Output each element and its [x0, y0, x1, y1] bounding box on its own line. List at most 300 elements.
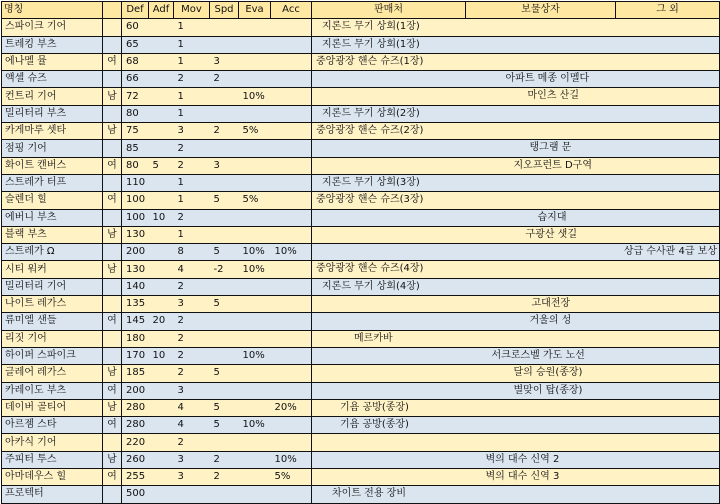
item-acc — [271, 71, 312, 88]
item-adf — [149, 192, 174, 209]
item-spd: 5 — [210, 192, 239, 209]
item-seller-cell — [312, 105, 466, 122]
item-seller-cell — [312, 486, 466, 503]
item-mov: 1 — [174, 19, 210, 36]
item-eva — [239, 278, 271, 295]
table-row — [2, 88, 720, 105]
table-row — [2, 209, 720, 226]
item-def: 280 — [122, 417, 149, 434]
item-seller: 중앙광장 핸슨 슈즈(1장) — [316, 55, 424, 67]
item-spd — [210, 330, 239, 347]
item-eva — [239, 19, 271, 36]
item-def: 220 — [122, 434, 149, 451]
item-chest: 구광산 샛길 — [525, 228, 577, 240]
item-adf — [149, 417, 174, 434]
item-chest-cell — [466, 244, 616, 261]
item-spd — [210, 140, 239, 157]
item-spd: 2 — [210, 469, 239, 486]
item-seller-cell — [312, 278, 466, 295]
item-eva — [239, 399, 271, 416]
item-spd — [210, 88, 239, 105]
item-seller-cell — [312, 347, 466, 364]
item-chest-cell — [466, 53, 616, 70]
item-seller-cell — [312, 226, 466, 243]
item-mov — [174, 486, 210, 503]
item-adf — [149, 174, 174, 191]
item-mov: 8 — [174, 244, 210, 261]
item-chest-cell — [466, 209, 616, 226]
item-mov: 3 — [174, 469, 210, 486]
item-chest-cell — [466, 347, 616, 364]
item-eva — [239, 451, 271, 468]
item-adf — [149, 36, 174, 53]
item-chest-cell — [466, 382, 616, 399]
item-seller-cell — [312, 365, 466, 382]
item-chest: 달의 승원(종장) — [513, 367, 583, 379]
item-chest-cell — [466, 330, 616, 347]
item-spd — [210, 347, 239, 364]
item-seller: 지론드 무기 상회(1장) — [322, 38, 420, 50]
item-def: 80 — [122, 157, 149, 174]
item-adf: 20 — [149, 313, 174, 330]
item-name: 에버니 부츠 — [2, 209, 103, 226]
table-row — [2, 174, 720, 191]
item-seller: 중앙광장 핸슨 슈즈(4장) — [316, 263, 424, 275]
table-row — [2, 434, 720, 451]
item-chest-cell — [466, 469, 616, 486]
item-adf — [149, 88, 174, 105]
item-adf — [149, 330, 174, 347]
item-eva — [239, 174, 271, 191]
item-seller-cell — [312, 36, 466, 53]
item-acc — [271, 330, 312, 347]
item-chest-cell — [466, 140, 616, 157]
item-eva: 5% — [239, 192, 271, 209]
item-seller-cell — [312, 261, 466, 278]
item-mov: 2 — [174, 140, 210, 157]
item-spd: 2 — [210, 123, 239, 140]
item-def: 500 — [122, 486, 149, 503]
item-mov: 1 — [174, 88, 210, 105]
item-other-cell — [616, 382, 720, 399]
item-spd: 5 — [210, 296, 239, 313]
item-spd: 3 — [210, 53, 239, 70]
item-spd: 5 — [210, 417, 239, 434]
table-row — [2, 19, 720, 36]
item-chest: 벽의 대수 신역 2 — [485, 453, 560, 465]
item-mov: 1 — [174, 53, 210, 70]
item-mov: 1 — [174, 36, 210, 53]
item-seller-cell — [312, 451, 466, 468]
table-row — [2, 347, 720, 364]
item-seller-cell — [312, 417, 466, 434]
item-name: 주피터 투스 — [2, 451, 103, 468]
header-eva: Eva — [239, 2, 271, 19]
item-spd — [210, 105, 239, 122]
table-row — [2, 71, 720, 88]
header-chest: 보물상자 — [466, 2, 616, 19]
item-adf — [149, 105, 174, 122]
item-def: 185 — [122, 365, 149, 382]
item-seller-cell — [312, 296, 466, 313]
item-def: 100 — [122, 209, 149, 226]
item-other-cell — [616, 71, 720, 88]
table-row — [2, 53, 720, 70]
item-chest-cell — [466, 19, 616, 36]
item-adf — [149, 261, 174, 278]
item-spd — [210, 174, 239, 191]
item-spd — [210, 209, 239, 226]
item-chest-cell — [466, 313, 616, 330]
item-name: 슬렌더 힐 — [2, 192, 103, 209]
table-row — [2, 226, 720, 243]
item-acc — [271, 226, 312, 243]
item-name: 리짓 기어 — [2, 330, 103, 347]
item-def: 200 — [122, 382, 149, 399]
item-gender — [103, 486, 122, 503]
item-other-cell — [616, 53, 720, 70]
item-name: 아마데우스 힐 — [2, 469, 103, 486]
item-gender — [103, 434, 122, 451]
item-name: 스트레가 터프 — [2, 174, 103, 191]
item-seller-cell — [312, 209, 466, 226]
item-mov: 1 — [174, 192, 210, 209]
item-name: 데이버 골티어 — [2, 399, 103, 416]
item-gender: 남 — [103, 365, 122, 382]
header-gender — [103, 2, 122, 19]
item-spd — [210, 226, 239, 243]
item-spd: 2 — [210, 451, 239, 468]
item-acc — [271, 192, 312, 209]
item-acc: 20% — [271, 399, 312, 416]
item-name: 밀리터리 부츠 — [2, 105, 103, 122]
item-def: 72 — [122, 88, 149, 105]
item-eva: 5% — [239, 123, 271, 140]
item-acc — [271, 123, 312, 140]
item-name: 트레킹 부츠 — [2, 36, 103, 53]
item-seller-cell — [312, 140, 466, 157]
item-seller: 중앙광장 핸슨 슈즈(2장) — [316, 125, 424, 137]
item-name: 하이퍼 스파이크 — [2, 347, 103, 364]
item-other-cell — [616, 123, 720, 140]
item-mov: 2 — [174, 313, 210, 330]
item-chest-cell — [466, 71, 616, 88]
item-eva — [239, 157, 271, 174]
item-mov: 2 — [174, 365, 210, 382]
shoes-table — [1, 1, 720, 504]
item-eva — [239, 330, 271, 347]
item-other-cell — [616, 157, 720, 174]
item-acc — [271, 296, 312, 313]
item-chest: 탱그램 문 — [529, 142, 572, 154]
item-spd: 5 — [210, 365, 239, 382]
item-spd — [210, 382, 239, 399]
item-other-cell — [616, 313, 720, 330]
item-name: 에나멜 뮬 — [2, 53, 103, 70]
item-seller: 중앙광장 핸슨 슈즈(3장) — [316, 194, 424, 206]
header-row — [2, 2, 720, 19]
table-row — [2, 105, 720, 122]
item-eva: 10% — [239, 417, 271, 434]
header-other: 그 외 — [616, 2, 720, 19]
item-acc — [271, 486, 312, 503]
item-seller: 지론드 무기 상회(4장) — [322, 280, 420, 292]
table-row — [2, 382, 720, 399]
item-gender — [103, 71, 122, 88]
item-other-cell — [616, 88, 720, 105]
item-seller-cell — [312, 399, 466, 416]
item-other: 상급 수사관 4급 보상 — [623, 246, 717, 258]
item-acc — [271, 105, 312, 122]
item-chest-cell — [466, 296, 616, 313]
item-gender: 여 — [103, 469, 122, 486]
item-name: 액셀 슈즈 — [2, 71, 103, 88]
item-def: 260 — [122, 451, 149, 468]
item-adf — [149, 382, 174, 399]
item-other-cell — [616, 451, 720, 468]
item-other-cell — [616, 226, 720, 243]
item-mov: 2 — [174, 434, 210, 451]
item-def: 75 — [122, 123, 149, 140]
item-gender — [103, 174, 122, 191]
item-acc — [271, 278, 312, 295]
table-row — [2, 140, 720, 157]
item-other-cell — [616, 209, 720, 226]
table-row — [2, 157, 720, 174]
item-name: 점핑 기어 — [2, 140, 103, 157]
item-seller-cell — [312, 434, 466, 451]
item-acc: 5% — [271, 469, 312, 486]
item-chest: 별맞이 탑(종장) — [513, 384, 583, 396]
item-seller: 기욤 공방(종장) — [340, 419, 409, 431]
item-mov: 1 — [174, 105, 210, 122]
item-def: 66 — [122, 71, 149, 88]
item-chest-cell — [466, 226, 616, 243]
item-mov: 3 — [174, 451, 210, 468]
item-def: 255 — [122, 469, 149, 486]
item-def: 180 — [122, 330, 149, 347]
item-spd: -2 — [210, 261, 239, 278]
item-name: 스파이크 기어 — [2, 19, 103, 36]
table-row — [2, 123, 720, 140]
item-def: 145 — [122, 313, 149, 330]
item-adf — [149, 53, 174, 70]
item-adf — [149, 434, 174, 451]
item-adf — [149, 123, 174, 140]
item-mov: 3 — [174, 296, 210, 313]
item-gender: 여 — [103, 192, 122, 209]
item-mov: 4 — [174, 261, 210, 278]
item-gender — [103, 36, 122, 53]
item-gender: 남 — [103, 226, 122, 243]
item-chest: 서크로스벨 가도 노선 — [491, 349, 585, 361]
item-adf — [149, 71, 174, 88]
item-name: 컨트리 기어 — [2, 88, 103, 105]
item-gender: 남 — [103, 261, 122, 278]
item-adf — [149, 486, 174, 503]
item-seller-cell — [312, 53, 466, 70]
header-mov: Mov — [174, 2, 210, 19]
item-chest-cell — [466, 434, 616, 451]
item-def: 65 — [122, 36, 149, 53]
item-other-cell — [616, 365, 720, 382]
item-adf — [149, 244, 174, 261]
item-gender — [103, 209, 122, 226]
item-chest-cell — [466, 399, 616, 416]
item-chest: 고대전장 — [531, 298, 571, 310]
item-adf: 5 — [149, 157, 174, 174]
item-chest-cell — [466, 365, 616, 382]
header-adf: Adf — [149, 2, 174, 19]
item-acc — [271, 19, 312, 36]
table-row — [2, 36, 720, 53]
item-other-cell — [616, 434, 720, 451]
item-spd — [210, 486, 239, 503]
item-mov: 2 — [174, 209, 210, 226]
item-eva — [239, 296, 271, 313]
item-gender — [103, 140, 122, 157]
item-mov: 3 — [174, 382, 210, 399]
item-other-cell — [616, 105, 720, 122]
item-name: 류미엘 샌들 — [2, 313, 103, 330]
item-mov: 4 — [174, 417, 210, 434]
item-chest: 아파트 메종 이멜다 — [505, 73, 590, 85]
item-name: 아르젬 스타 — [2, 417, 103, 434]
item-eva — [239, 313, 271, 330]
table-row — [2, 261, 720, 278]
item-seller-cell — [312, 313, 466, 330]
item-other-cell — [616, 417, 720, 434]
item-seller: 차이트 전용 장비 — [332, 488, 406, 500]
item-eva — [239, 382, 271, 399]
item-eva: 10% — [239, 244, 271, 261]
table-row — [2, 399, 720, 416]
item-name: 카레이도 부츠 — [2, 382, 103, 399]
item-gender — [103, 244, 122, 261]
item-eva: 10% — [239, 88, 271, 105]
table-row — [2, 469, 720, 486]
item-gender — [103, 296, 122, 313]
item-gender — [103, 19, 122, 36]
item-chest-cell — [466, 157, 616, 174]
item-chest-cell — [466, 123, 616, 140]
item-def: 110 — [122, 174, 149, 191]
item-eva — [239, 365, 271, 382]
item-def: 140 — [122, 278, 149, 295]
item-spd — [210, 19, 239, 36]
item-adf — [149, 140, 174, 157]
item-seller: 기욤 공방(종장) — [340, 401, 409, 413]
item-def: 100 — [122, 192, 149, 209]
item-seller-cell — [312, 88, 466, 105]
item-def: 85 — [122, 140, 149, 157]
item-spd — [210, 36, 239, 53]
item-acc — [271, 174, 312, 191]
item-other-cell — [616, 244, 720, 261]
item-acc — [271, 365, 312, 382]
item-other-cell — [616, 486, 720, 503]
item-acc: 10% — [271, 244, 312, 261]
item-chest: 마인츠 산길 — [527, 90, 579, 102]
item-gender: 남 — [103, 88, 122, 105]
item-mov: 2 — [174, 278, 210, 295]
item-eva — [239, 36, 271, 53]
item-mov: 1 — [174, 174, 210, 191]
item-mov: 3 — [174, 123, 210, 140]
item-gender — [103, 347, 122, 364]
item-other-cell — [616, 347, 720, 364]
item-def: 60 — [122, 19, 149, 36]
item-acc — [271, 157, 312, 174]
item-adf — [149, 226, 174, 243]
item-eva — [239, 209, 271, 226]
item-acc — [271, 140, 312, 157]
item-name: 카게마루 셋타 — [2, 123, 103, 140]
item-seller-cell — [312, 19, 466, 36]
item-adf: 10 — [149, 209, 174, 226]
item-acc — [271, 88, 312, 105]
item-acc — [271, 36, 312, 53]
item-spd: 2 — [210, 71, 239, 88]
item-acc — [271, 347, 312, 364]
header-acc: Acc — [271, 2, 312, 19]
item-spd — [210, 313, 239, 330]
item-acc — [271, 382, 312, 399]
item-mov: 2 — [174, 330, 210, 347]
item-other-cell — [616, 469, 720, 486]
item-other-cell — [616, 140, 720, 157]
item-adf: 10 — [149, 347, 174, 364]
item-seller: 지론드 무기 상회(1장) — [322, 21, 420, 33]
item-name: 화이트 캔버스 — [2, 157, 103, 174]
item-acc — [271, 313, 312, 330]
item-seller: 메르카바 — [354, 332, 393, 344]
item-seller: 지론드 무기 상회(3장) — [322, 176, 420, 188]
item-def: 135 — [122, 296, 149, 313]
item-adf — [149, 451, 174, 468]
item-other-cell — [616, 261, 720, 278]
item-eva — [239, 53, 271, 70]
item-chest: 거울의 성 — [529, 315, 572, 327]
item-mov: 2 — [174, 347, 210, 364]
item-mov: 2 — [174, 71, 210, 88]
item-adf — [149, 365, 174, 382]
item-gender — [103, 278, 122, 295]
item-name: 글레어 레가스 — [2, 365, 103, 382]
item-mov: 1 — [174, 226, 210, 243]
item-other-cell — [616, 330, 720, 347]
item-other-cell — [616, 296, 720, 313]
item-seller: 지론드 무기 상회(2장) — [322, 107, 420, 119]
item-name: 밀리터리 기어 — [2, 278, 103, 295]
item-name: 블랙 부츠 — [2, 226, 103, 243]
header-spd: Spd — [210, 2, 239, 19]
item-seller-cell — [312, 192, 466, 209]
item-acc — [271, 434, 312, 451]
item-acc — [271, 261, 312, 278]
item-eva: 10% — [239, 261, 271, 278]
item-gender: 여 — [103, 382, 122, 399]
item-acc: 10% — [271, 451, 312, 468]
item-seller-cell — [312, 71, 466, 88]
table-row — [2, 313, 720, 330]
item-chest-cell — [466, 36, 616, 53]
header-def: Def — [122, 2, 149, 19]
item-spd: 5 — [210, 399, 239, 416]
item-chest: 습지대 — [537, 211, 567, 223]
item-chest: 벽의 대수 신역 3 — [485, 471, 560, 483]
item-mov: 2 — [174, 157, 210, 174]
